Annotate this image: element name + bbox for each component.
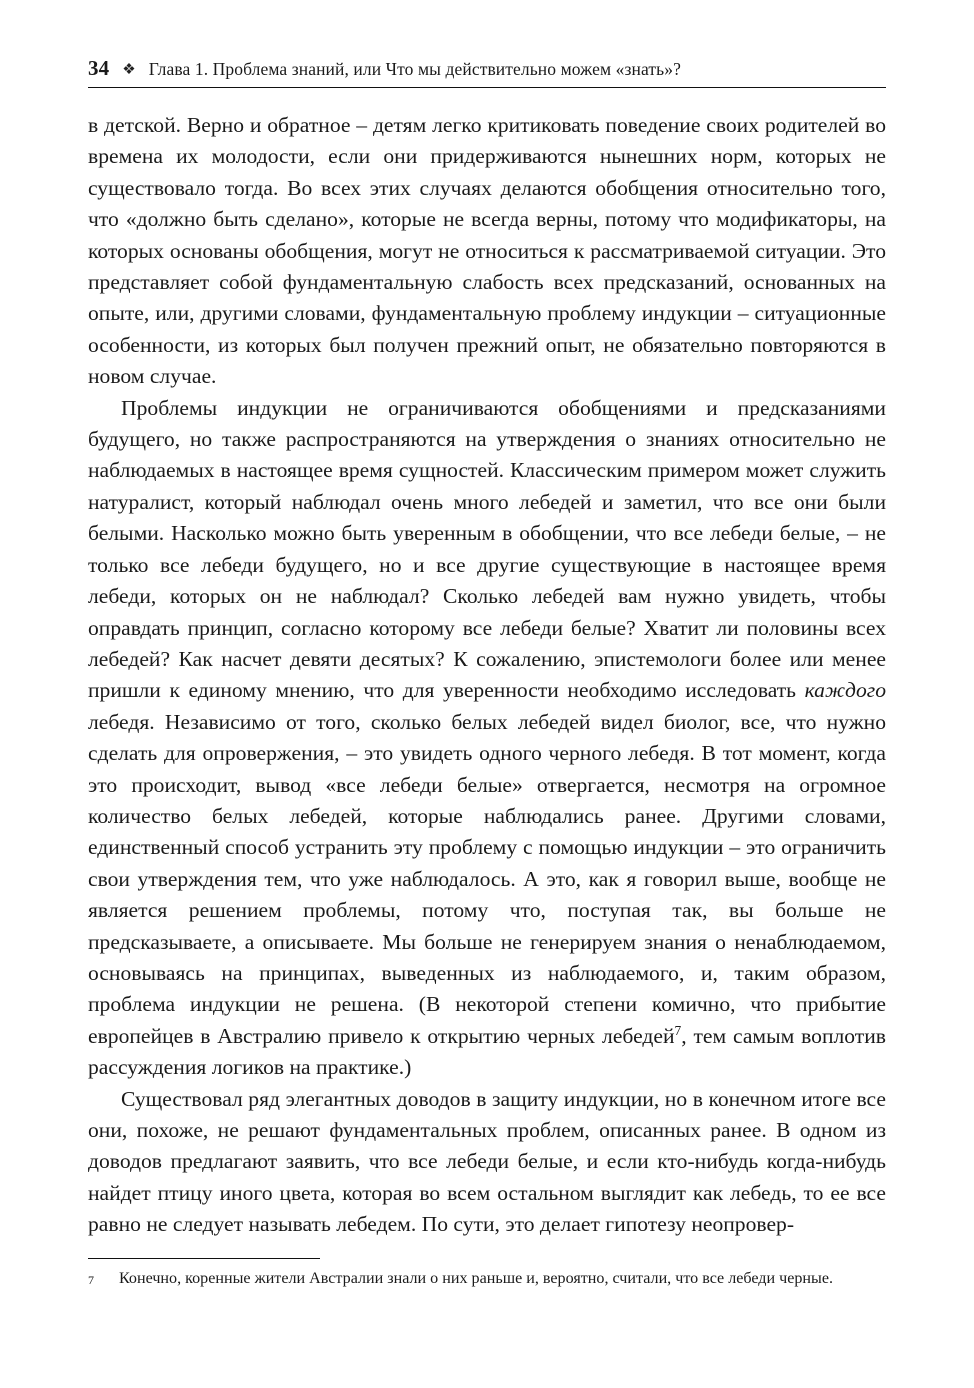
running-head [88,58,886,87]
page-number: 34 [88,56,110,80]
footnote [88,1268,886,1291]
chapter-title: Глава 1. Проблема знаний, или Что мы действительно можем «знать»? [148,59,681,79]
paragraph-1: в детской. Верно и обратное – детям легко критиковать поведение своих родителей во времена их молодости, если они придерживаются нынешних норм, которых не существовало тогда. Во всех этих случаях делаются обобщения относительно того, что «должно быть сделано», которые не всегда верны, потому что модификаторы, на которых основаны обобщения, могут не относиться к рассматриваемой ситуации. Это представляет собой фундаментальную слабость всех предсказаний, основанных на опыте, или, другими словами, фундаментальную проблему индукции – ситуационные особенности, из которых был получен прежний опыт, не обязательно повторяются в новом случае. [88,113,886,389]
page-content [88,58,886,1241]
footnote-area [88,1258,886,1291]
footnote-reference[interactable]: 7 [674,1022,682,1038]
paragraph-2-part-2: лебедя. Независимо от того, сколько белых лебедей видел биолог, все, что нужно сделать для опровержения, – это увидеть одного черного лебедя. В тот момент, когда это происходит, вывод «все лебеди белые» отвергается, несмотря на огромное количество белых лебедей, которые наблюдались ранее. Другими словами, единственный способ устранить эту проблему с помощью индукции – это ограничить свои утверждения тем, что уже наблюдалось. А это, как я говорил выше, вообще не является решением проблемы, потому что, поступая так, вы больше не предсказываете, а описываете. Мы больше не генерируем знания о ненаблюдаемом, основываясь на принципах, выведенных из наблюдаемого, и, таким образом, проблема индукции не решена. (В некоторой степени комично, что прибытие европейцев в Австралию привело к открытию черных лебедей [88,709,886,1048]
paragraph-3: Существовал ряд элегантных доводов в защиту индукции, но в конечном итоге все они, похоже, не решают фундаментальных проблем, описанных ранее. В одном из доводов предлагают заявить, что все лебеди белые, и если кто-нибудь когда-нибудь найдет птицу иного цвета, которая во всем остальном выглядит как лебедь, то ее все равно не следует называть лебедем. По сути, это делает гипотезу неопровер- [88,1086,886,1237]
paragraph-2-part-1: Проблемы индукции не ограничиваются обобщениями и предсказаниями будущего, но также распространяются на утверждения о знаниях относительно не наблюдаемых в настоящее время сущностей. Классическим примером может служить натуралист, который наблюдал очень много лебедей и заметил, что все они были белыми. Насколько можно быть уверенным в обобщении, что все лебеди белые, – не только все лебеди будущего, но и все другие существующие в настоящее время лебеди, которых он не наблюдал? Сколько лебедей вам нужно увидеть, чтобы оправдать принцип, согласно которому все лебеди белые? Хватит ли половины всех лебедей? Как насчет девяти десятых? К сожалению, эпистемологи более или менее пришли к единому мнению, что для уверенности необходимо исследовать [88,395,886,703]
body-text [88,110,886,1241]
footnote-marker: 7 [88,1273,94,1287]
paragraph-2 [88,393,886,1084]
footnote-text: Конечно, коренные жители Австралии знали о них раньше и, вероятно, считали, что все лебеди черные. [119,1270,834,1287]
paragraph-2-part-3: , тем самым воплотив рассуждения логиков на практике.) [88,1023,886,1080]
footnote-rule [88,1258,320,1259]
header-rule [88,87,886,88]
diamond-ornament-icon: ❖ [122,62,136,78]
emphasis-kazhdogo: каждого [804,678,886,703]
